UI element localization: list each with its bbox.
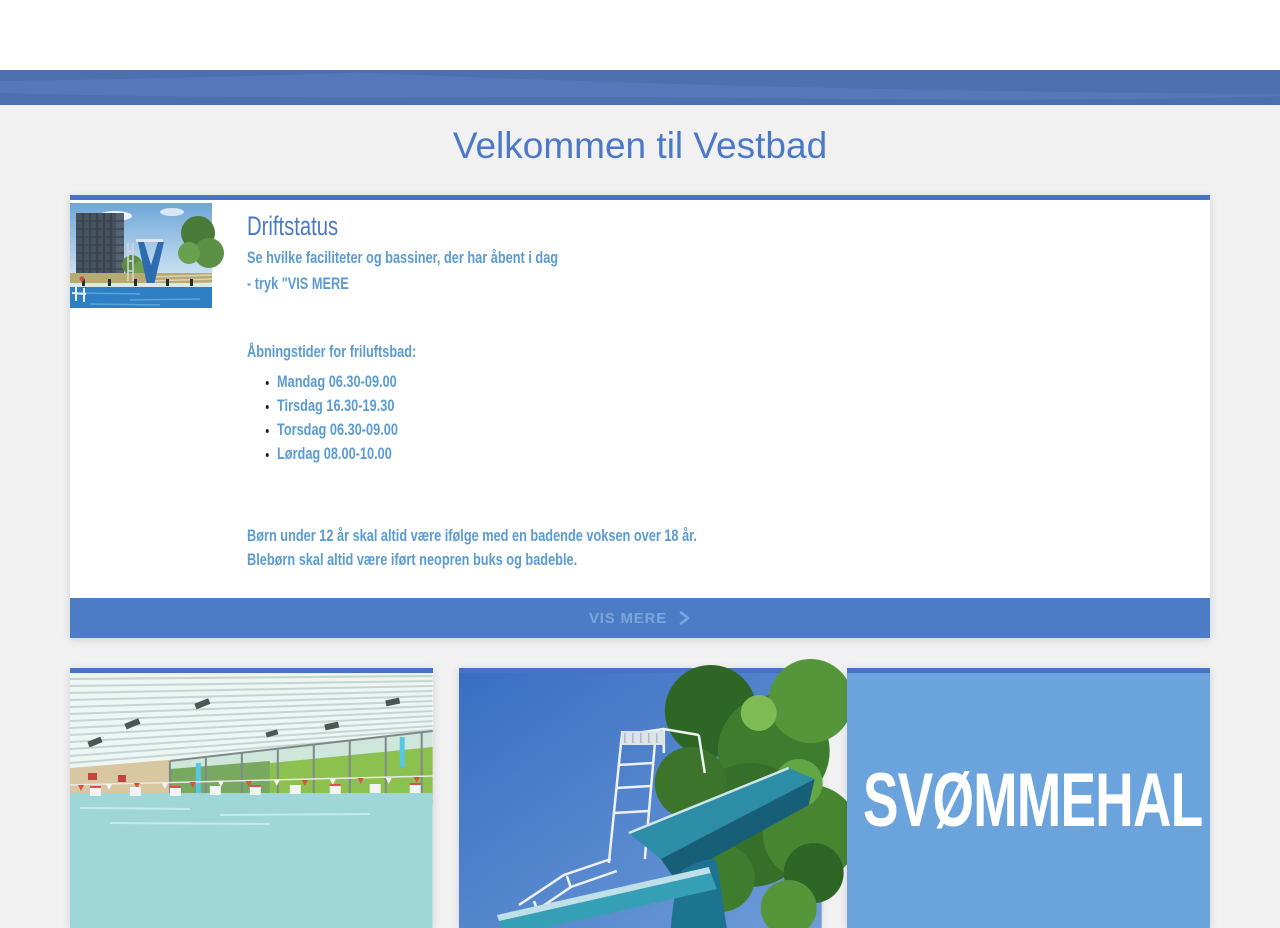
opening-hours-item-saturday: • Lørdag 08.00-10.00 (277, 442, 1177, 466)
vis-mere-label: VIS MERE (588, 609, 668, 627)
driftstatus-content (247, 200, 1177, 572)
driftstatus-card-body (70, 200, 1210, 598)
tile-svommehal[interactable] (847, 668, 1210, 928)
driftstatus-subtitle-line1: Se hvilke faciliteter og bassiner, der har åbent i dag (247, 248, 559, 267)
tile-diving-board[interactable] (459, 668, 822, 928)
opening-hours-item-tuesday: • Tirsdag 16.30-19.30 (277, 394, 1177, 418)
vis-mere-button[interactable] (70, 598, 1210, 638)
wave-graphic (0, 70, 1280, 105)
chevron-right-icon (677, 610, 691, 626)
outdoor-pool-illustration (70, 203, 212, 308)
diving-board-photo (459, 673, 822, 928)
opening-hours-heading: Åbningstider for friluftsbad: (247, 342, 417, 361)
children-rule-note: Børn under 12 år skal altid være ifølge med en badende voksen over 18 år. (247, 526, 697, 545)
page-header (0, 0, 1280, 70)
page-title: Velkommen til Vestbad (452, 125, 828, 166)
outdoor-pool-photo (70, 203, 212, 308)
opening-hours-item-monday: • Mandag 06.30-09.00 (277, 370, 1177, 394)
diaper-rule-note: Blebørn skal altid være iført neopren buks og badeble. (247, 550, 578, 569)
opening-hours-list (247, 370, 1177, 466)
opening-hours-item-thursday: • Torsdag 06.30-09.00 (277, 418, 1177, 442)
tile-indoor-pool[interactable] (70, 668, 433, 928)
bottom-tiles-row (70, 668, 1210, 928)
indoor-pool-photo (70, 673, 433, 928)
driftstatus-title: Driftstatus (247, 211, 339, 241)
svommehal-label: SVØMMEHAL (863, 758, 1203, 843)
driftstatus-subtitle-line2: - tryk "VIS MERE (247, 274, 349, 293)
driftstatus-card (70, 195, 1210, 638)
wave-banner (0, 70, 1280, 105)
